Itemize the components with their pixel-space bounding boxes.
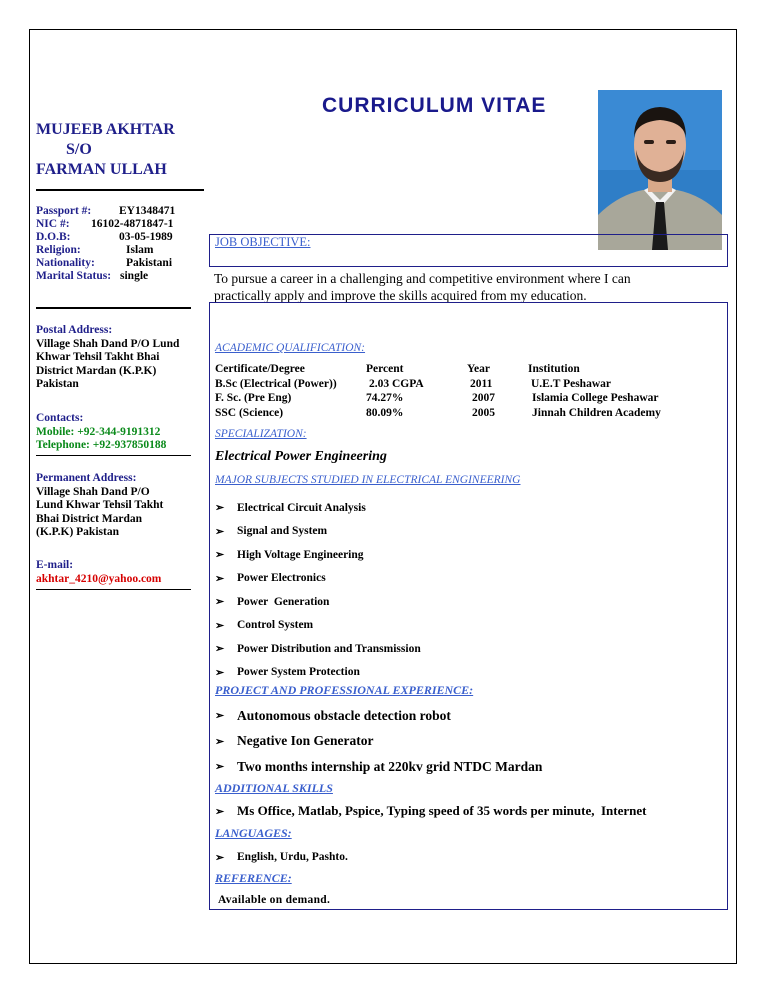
dob-label: D.O.B: (36, 231, 71, 243)
skills-text: Ms Office, Matlab, Pspice, Typing speed of 35 words per minute, Internet (237, 803, 647, 818)
institution-cell: Jinnah Children Academy (532, 406, 661, 419)
candidate-name-block (36, 120, 175, 180)
skills-heading: ADDITIONAL SKILLS (215, 781, 333, 795)
degree-cell: B.Sc (Electrical (Power)) (215, 377, 337, 390)
candidate-name: MUJEEB AKHTAR (36, 121, 175, 138)
project-name: Two months internship at 220kv grid NTDC Mardan (237, 758, 543, 774)
column-header: Institution (528, 363, 580, 375)
nic-value: 16102-4871847-1 (91, 218, 174, 230)
dob-value: 03-05-1989 (119, 231, 173, 243)
column-header: Year (467, 363, 490, 375)
institution-cell: Islamia College Peshawar (532, 392, 659, 404)
list-item (215, 754, 542, 780)
table-row (215, 391, 661, 406)
list-item (215, 661, 421, 685)
divider (36, 189, 204, 191)
objective-line: To pursue a career in a challenging and competitive environment where I can (214, 271, 631, 286)
contacts (36, 412, 166, 453)
passport-value: EY1348471 (119, 205, 176, 217)
subject-name: Control System (237, 619, 314, 632)
marital-value: single (120, 270, 149, 282)
father-name: FARMAN ULLAH (36, 161, 167, 178)
son-of-label: S/O (66, 141, 92, 158)
year-cell: 2011 (470, 377, 493, 390)
divider (36, 455, 191, 456)
bullet-arrow-icon: ➢ (215, 596, 225, 609)
list-item (215, 729, 542, 755)
list-item (215, 496, 421, 520)
subject-name: Power System Protection (237, 666, 360, 679)
table-row (215, 406, 661, 421)
degree-cell: SSC (Science) (215, 406, 284, 419)
religion-value: Islam (126, 244, 154, 256)
permanent-line: (K.P.K) Pakistan (36, 526, 119, 538)
email-link[interactable]: akhtar_4210@yahoo.com (36, 572, 162, 585)
subjects-heading: MAJOR SUBJECTS STUDIED IN ELECTRICAL ENGINEERING (215, 474, 521, 486)
project-name: Autonomous obstacle detection robot (237, 707, 451, 723)
nationality-value: Pakistani (126, 257, 173, 269)
nic-label: NIC #: (36, 218, 70, 230)
list-item (215, 590, 421, 614)
percent-cell: 80.09% (366, 406, 404, 419)
list-item (215, 614, 421, 638)
passport-label: Passport #: (36, 205, 92, 217)
subject-name: Power Distribution and Transmission (237, 642, 421, 655)
list-item (215, 543, 421, 567)
email-label: E-mail: (36, 559, 74, 571)
languages-heading: LANGUAGES: (215, 826, 292, 840)
permanent-line: Village Shah Dand P/O (36, 485, 150, 498)
divider (36, 589, 191, 590)
contacts-label: Contacts: (36, 412, 84, 424)
bullet-arrow-icon: ➢ (215, 525, 225, 538)
table-row (215, 377, 661, 392)
bullet-arrow-icon: ➢ (215, 643, 225, 656)
list-item (215, 801, 646, 821)
projects-list (215, 703, 542, 780)
subject-name: High Voltage Engineering (237, 548, 364, 561)
project-name: Negative Ion Generator (237, 733, 374, 749)
telephone-number: Telephone: +92-937850188 (36, 439, 167, 451)
bullet-arrow-icon: ➢ (215, 572, 225, 585)
objective-text (214, 270, 631, 304)
postal-line: District Mardan (K.P.K) (36, 364, 157, 377)
percent-cell: 2.03 CGPA (369, 377, 424, 390)
subject-name: Power Electronics (237, 572, 326, 585)
reference-heading: REFERENCE: (215, 871, 292, 885)
bullet-arrow-icon: ➢ (215, 735, 225, 748)
projects-heading: PROJECT AND PROFESSIONAL EXPERIENCE: (215, 683, 474, 697)
list-item (215, 703, 542, 729)
permanent-line: Lund Khwar Tehsil Takht (36, 499, 164, 511)
postal-label: Postal Address: (36, 324, 113, 336)
institution-cell: U.E.T Peshawar (531, 377, 611, 390)
objective-heading: JOB OBJECTIVE: (215, 235, 311, 249)
languages-text: English, Urdu, Pashto. (237, 851, 348, 863)
subject-name: Power Generation (237, 595, 330, 608)
specialization-value: Electrical Power Engineering (215, 449, 387, 464)
postal-line: Village Shah Dand P/O Lund (36, 337, 180, 350)
degree-cell: F. Sc. (Pre Eng) (215, 392, 292, 404)
postal-address (36, 324, 179, 392)
postal-line: Pakistan (36, 378, 79, 390)
list-item (215, 520, 421, 544)
academic-heading: ACADEMIC QUALIFICATION: (215, 342, 366, 354)
permanent-address (36, 472, 163, 540)
profile-photo (598, 90, 722, 250)
subject-name: Electrical Circuit Analysis (237, 501, 366, 514)
mobile-number: Mobile: +92-344-9191312 (36, 425, 161, 438)
percent-cell: 74.27% (366, 392, 404, 404)
postal-line: Khwar Tehsil Takht Bhai (36, 351, 160, 363)
divider (36, 307, 191, 309)
bullet-arrow-icon: ➢ (215, 851, 225, 864)
bullet-arrow-icon: ➢ (215, 502, 225, 515)
specialization-heading: SPECIALIZATION: (215, 428, 307, 440)
reference-value: Available on demand. (218, 894, 331, 906)
column-header: Percent (366, 363, 404, 375)
email-block (36, 559, 161, 586)
subject-name: Signal and System (237, 525, 328, 538)
qualification-table (215, 362, 661, 420)
religion-label: Religion: (36, 244, 81, 256)
subjects-list (215, 496, 421, 684)
bullet-arrow-icon: ➢ (215, 619, 225, 632)
bullet-arrow-icon: ➢ (215, 761, 225, 774)
permanent-line: Bhai District Mardan (36, 512, 143, 525)
nationality-label: Nationality: (36, 257, 95, 269)
year-cell: 2005 (472, 406, 495, 419)
bullet-arrow-icon: ➢ (215, 805, 225, 818)
table-header-row (215, 362, 661, 377)
year-cell: 2007 (472, 392, 495, 404)
bullet-arrow-icon: ➢ (215, 710, 225, 723)
page-title: CURRICULUM VITAE (322, 94, 547, 117)
list-item (215, 637, 421, 661)
column-header: Certificate/Degree (215, 363, 305, 375)
list-item (215, 847, 348, 867)
list-item (215, 567, 421, 591)
marital-label: Marital Status: (36, 270, 112, 282)
bullet-arrow-icon: ➢ (215, 549, 225, 562)
bullet-arrow-icon: ➢ (215, 666, 225, 679)
personal-info (36, 205, 175, 283)
permanent-label: Permanent Address: (36, 472, 137, 484)
objective-line: practically apply and improve the skills acquired from my education. (214, 288, 587, 303)
